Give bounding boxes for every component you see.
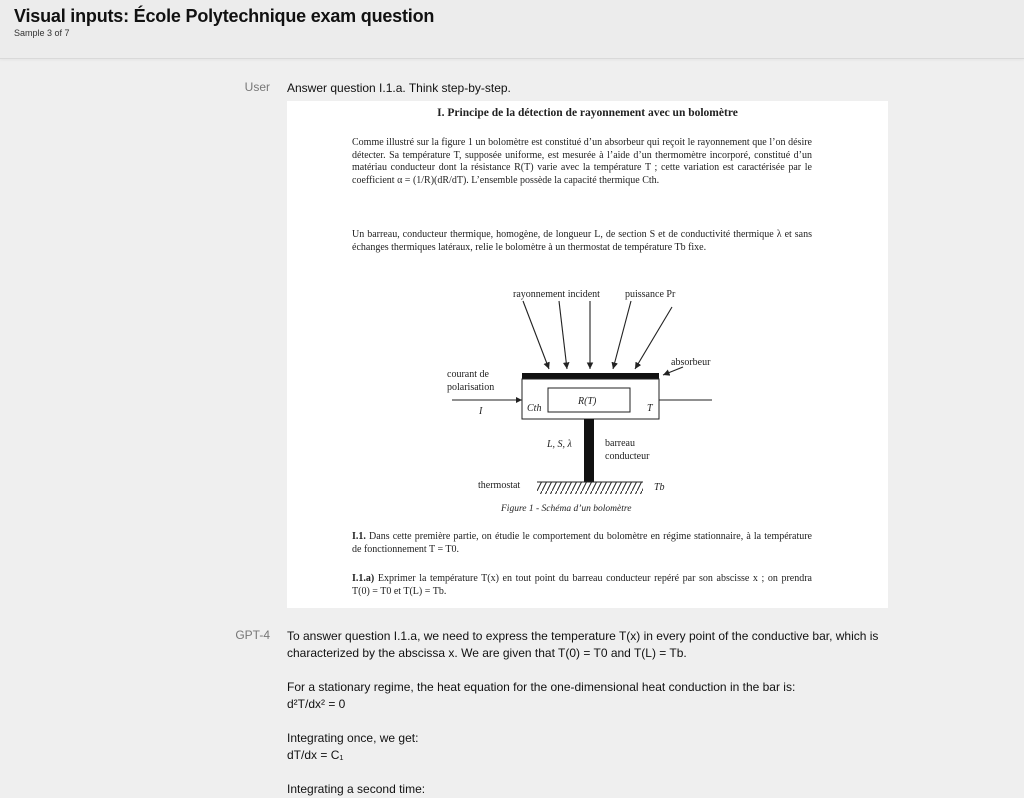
sample-counter: Sample 3 of 7: [14, 28, 70, 38]
arrow-2: [559, 301, 567, 369]
label-incident: rayonnement incident: [513, 289, 600, 300]
label-cth: Cth: [527, 403, 542, 414]
gpt-line-4: d²T/dx² = 0: [287, 697, 346, 711]
label-bar-2: conducteur: [605, 451, 650, 462]
question-i1a: [352, 573, 812, 598]
gpt-line-3: For a stationary regime, the heat equation for the one-dimensional heat conduction in the bar is:: [287, 680, 796, 694]
thermostat-hatch: [537, 482, 643, 494]
label-resistance: R(T): [578, 396, 597, 407]
label-power: puissance Pr: [625, 289, 676, 300]
arrow-1: [523, 301, 549, 369]
label-current-1: courant de: [447, 369, 489, 380]
arrow-5: [635, 307, 672, 369]
conductive-bar: [584, 419, 594, 482]
question-i1a-label: I.1.a): [352, 573, 375, 584]
figure-caption: Figure 1 - Schéma d’un bolomètre: [501, 504, 632, 514]
label-temperature: T: [647, 403, 653, 414]
absorber-pointer: [663, 367, 683, 375]
label-bar-1: barreau: [605, 438, 635, 449]
document-paragraph-2: Un barreau, conducteur thermique, homogène, de longueur L, de section S et de conductivité thermique λ et sans échanges thermiques latéraux, relie le bolomètre à un thermostat de température Tb fixe.: [352, 229, 812, 253]
label-current-2: polarisation: [447, 382, 495, 393]
gpt-role-label: GPT-4: [235, 628, 270, 642]
document-section-title: I. Principe de la détection de rayonnement avec un bolomètre: [437, 107, 738, 119]
user-prompt: Answer question I.1.a. Think step-by-step.: [287, 81, 511, 95]
question-i1a-text: Exprimer la température T(x) en tout point du barreau conducteur repéré par son abscisse x ; on prendra T(0) = T0 et T(L) = Tb.: [352, 573, 812, 597]
gpt-line-6: dT/dx = C₁: [287, 748, 344, 762]
gpt-response: [287, 628, 878, 798]
gpt-line-1: To answer question I.1.a, we need to express the temperature T(x) in every point of the conductive bar, which is: [287, 629, 879, 643]
gpt-line-5: Integrating once, we get:: [287, 731, 419, 745]
question-i1: [352, 531, 812, 556]
incident-arrows: [523, 301, 683, 375]
page-header: [0, 0, 1024, 59]
gpt-line-2: characterized by the abscissa x. We are given that T(0) = T0 and T(L) = Tb.: [287, 646, 687, 660]
label-current-I: I: [479, 406, 483, 417]
label-tb: Tb: [654, 482, 665, 493]
document-paragraph-1: Comme illustré sur la figure 1 un bolomètre est constitué d’un absorbeur qui reçoit le rayonnement que l’on désire détecter. Sa température T, supposée uniforme, est mesurée à l’aide d’un thermomètre incorporé, constitué d’un matériau conducteur dont la résistance R(T) varie avec la température T ; cette variation est caractérisée par le coefficient α = (1/R)(dR/dT). L’ensemble possède la capacité thermique Cth.: [352, 137, 812, 186]
arrow-4: [613, 301, 631, 369]
page-title: Visual inputs: École Polytechnique exam question: [14, 6, 435, 26]
gpt-line-7: Integrating a second time:: [287, 782, 426, 796]
label-bar-params: L, S, λ: [547, 439, 572, 450]
label-absorber: absorbeur: [671, 357, 711, 368]
question-i1-text: Dans cette première partie, on étudie le comportement du bolomètre en régime stationnaire, à la température de fonctionnement T = T0.: [352, 531, 812, 555]
question-i1-label: I.1.: [352, 531, 366, 542]
exam-document-image: [287, 101, 888, 608]
user-role-label: User: [244, 80, 270, 94]
absorber-plate: [522, 373, 659, 379]
label-thermostat: thermostat: [478, 480, 521, 491]
